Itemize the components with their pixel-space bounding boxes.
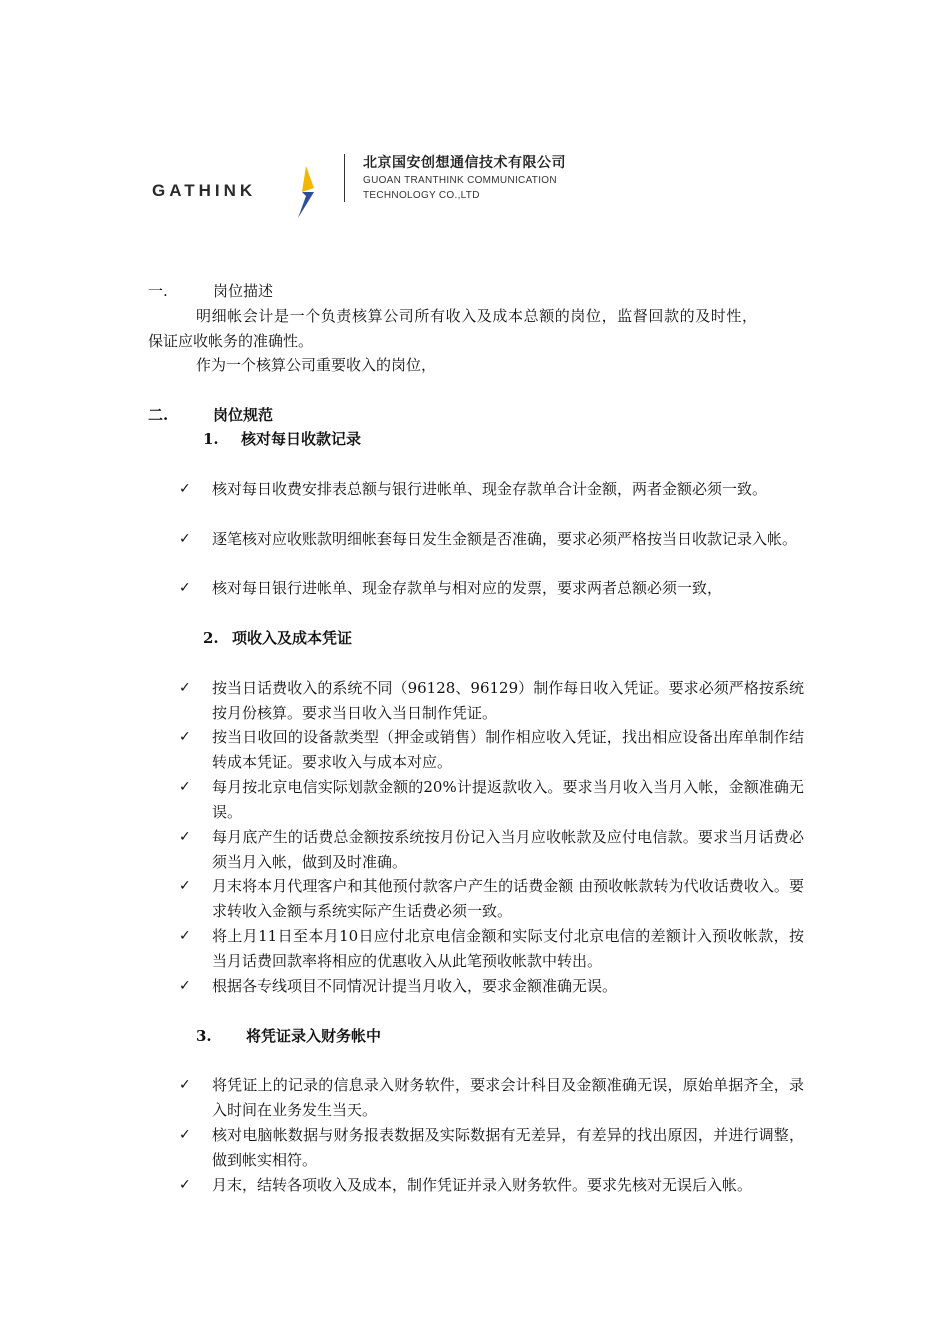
sub1-title: 核对每日收款记录 <box>241 430 362 448</box>
sub2-number: 2. <box>203 629 219 647</box>
list-item: 逐笔核对应收账款明细帐套每日发生金额是否准确，要求必须严格按当日收款记录入帐。 <box>212 530 798 548</box>
section1-title: 岗位描述 <box>213 282 274 300</box>
sub3-title: 将凭证录入财务帐中 <box>246 1027 382 1045</box>
check-icon: ✓ <box>179 878 191 894</box>
list-item: 按当日收回的设备款类型（押金或销售）制作相应收入凭证，找出相应设备出库单制作结转成本凭证。要求收入与成本对应。 <box>212 728 804 771</box>
section2-title: 岗位规范 <box>213 406 274 424</box>
check-icon: ✓ <box>179 481 191 497</box>
section1-para1-line1: 明细帐会计是一个负责核算公司所有收入及成本总额的岗位，监督回款的及时性， <box>196 307 758 325</box>
logo-company-en-line2: TECHNOLOGY CO.,LTD <box>363 190 480 201</box>
logo-wordmark: GATHINK <box>152 181 257 200</box>
list-item: 将上月11日至本月10日应付北京电信金额和实际支付北京电信的差额计入预收帐款，按当月话费回款率将相应的优惠收入从此笔预收帐款中转出。 <box>212 927 804 970</box>
check-icon: ✓ <box>179 928 191 944</box>
check-icon: ✓ <box>179 1077 191 1093</box>
check-icon: ✓ <box>179 829 191 845</box>
list-item: 核对每日收费安排表总额与银行进帐单、现金存款单合计金额，两者金额必须一致。 <box>212 480 768 498</box>
list-item: 每月底产生的话费总金额按系统按月份记入当月应收帐款及应付电信款。要求当月话费必须当月入帐，做到及时准确。 <box>212 828 804 871</box>
logo-company-en-line1: GUOAN TRANTHINK COMMUNICATION <box>363 175 557 186</box>
check-icon: ✓ <box>179 531 191 547</box>
logo-mark-icon <box>294 166 316 218</box>
list-item: 核对每日银行进帐单、现金存款单与相对应的发票，要求两者总额必须一致， <box>212 579 723 597</box>
section1-para2: 作为一个核算公司重要收入的岗位， <box>196 356 437 374</box>
sub1-number: 1. <box>203 430 219 448</box>
check-icon: ✓ <box>179 779 191 795</box>
list-item: 每月按北京电信实际划款金额的20%计提返款收入。要求当月收入当月入帐，金额准确无误。 <box>212 778 804 821</box>
sub3-number: 3. <box>196 1027 212 1045</box>
section1-para1-line2: 保证应收帐务的准确性。 <box>148 332 314 350</box>
check-icon: ✓ <box>179 978 191 994</box>
list-item: 将凭证上的记录的信息录入财务软件，要求会计科目及金额准确无误，原始单据齐全，录入时间在业务发生当天。 <box>212 1076 804 1119</box>
logo-company-cn: 北京国安创想通信技术有限公司 <box>363 155 566 171</box>
list-item: 月末，结转各项收入及成本，制作凭证并录入财务软件。要求先核对无误后入帐。 <box>212 1176 753 1194</box>
section1-number: 一. <box>148 282 168 300</box>
check-icon: ✓ <box>179 680 191 696</box>
list-item: 按当日话费收入的系统不同（96128、96129）制作每日收入凭证。要求必须严格按系统按月份核算。要求当日收入当日制作凭证。 <box>212 679 804 722</box>
logo-divider <box>344 154 345 202</box>
check-icon: ✓ <box>179 580 191 596</box>
check-icon: ✓ <box>179 1177 191 1193</box>
company-logo <box>152 150 572 220</box>
list-item: 月末将本月代理客户和其他预付款客户产生的话费金额 由预收帐款转为代收话费收入。要求转收入金额与系统实际产生话费必须一致。 <box>212 877 804 920</box>
section2-number: 二. <box>148 406 169 424</box>
check-icon: ✓ <box>179 729 191 745</box>
list-item: 核对电脑帐数据与财务报表数据及实际数据有无差异，有差异的找出原因，并进行调整，做到帐实相符。 <box>212 1126 804 1169</box>
list-item: 根据各专线项目不同情况计提当月收入，要求金额准确无误。 <box>212 977 618 995</box>
sub2-title: 项收入及成本凭证 <box>232 629 353 647</box>
check-icon: ✓ <box>179 1127 191 1143</box>
